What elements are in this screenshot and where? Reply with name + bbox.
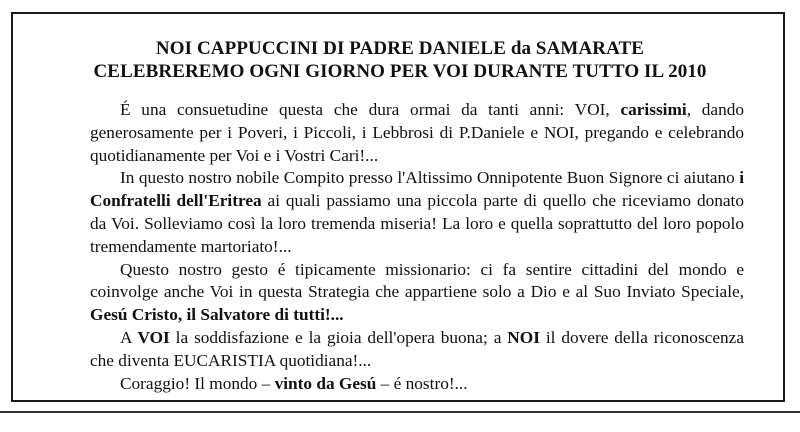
text-run: , dando generosamente per i Poveri, i Piccoli, i Lebbrosi di P.Daniele e NOI, pregando e celebrando quotidianamente per Voi e i Vostri Cari!... — [90, 100, 744, 165]
text-run: – é nostro!... — [376, 373, 468, 393]
paragraph-5 — [90, 373, 744, 396]
text-run: Questo nostro gesto é tipicamente missionario: ci fa sentire cittadini del mondo e coinvolge anche Voi in questa Strategia che appartiene solo a Dio e al Suo Inviato Speciale, — [90, 259, 744, 302]
text-run: ai quali passiamo una piccola parte di quello che riceviamo donato da Voi. Solleviamo così la loro tremenda miseria! La loro e quella soprattutto del loro popolo tremendamente martoriato!... — [90, 191, 744, 256]
bottom-divider — [0, 411, 800, 413]
text-run-bold: NOI — [507, 327, 540, 347]
notice-body — [90, 99, 744, 395]
text-run-bold: vinto da Gesú — [274, 373, 377, 393]
paragraph-3 — [90, 259, 744, 327]
text-run: In questo nostro nobile Compito presso l'Altissimo Onnipotente Buon Signore ci aiutano — [120, 168, 740, 188]
heading-line-1: NOI CAPPUCCINI DI PADRE DANIELE da SAMARATE — [155, 38, 645, 59]
text-run-bold: Gesú Cristo, il Salvatore di tutti!... — [90, 305, 344, 325]
paragraph-2 — [90, 167, 744, 258]
heading-line-2: CELEBREREMO OGNI GIORNO PER VOI DURANTE TUTTO IL 2010 — [93, 61, 707, 82]
paragraph-4 — [90, 327, 744, 373]
text-run: É una consuetudine questa che dura ormai da tanti anni: VOI, — [120, 100, 621, 119]
paragraph-1 — [90, 99, 744, 167]
text-run-bold: i Confratelli dell'Eritrea — [90, 168, 744, 211]
text-run-bold: carissimi — [620, 100, 687, 119]
text-run: A — [120, 327, 138, 347]
text-run-bold: VOI — [137, 327, 170, 347]
text-run: Coraggio! Il mondo – — [120, 373, 275, 393]
text-run: il dovere della riconoscenza che diventa EUCARISTIA quotidiana!... — [90, 327, 744, 370]
text-run: la soddisfazione e la gioia dell'opera buona; a — [169, 327, 508, 347]
